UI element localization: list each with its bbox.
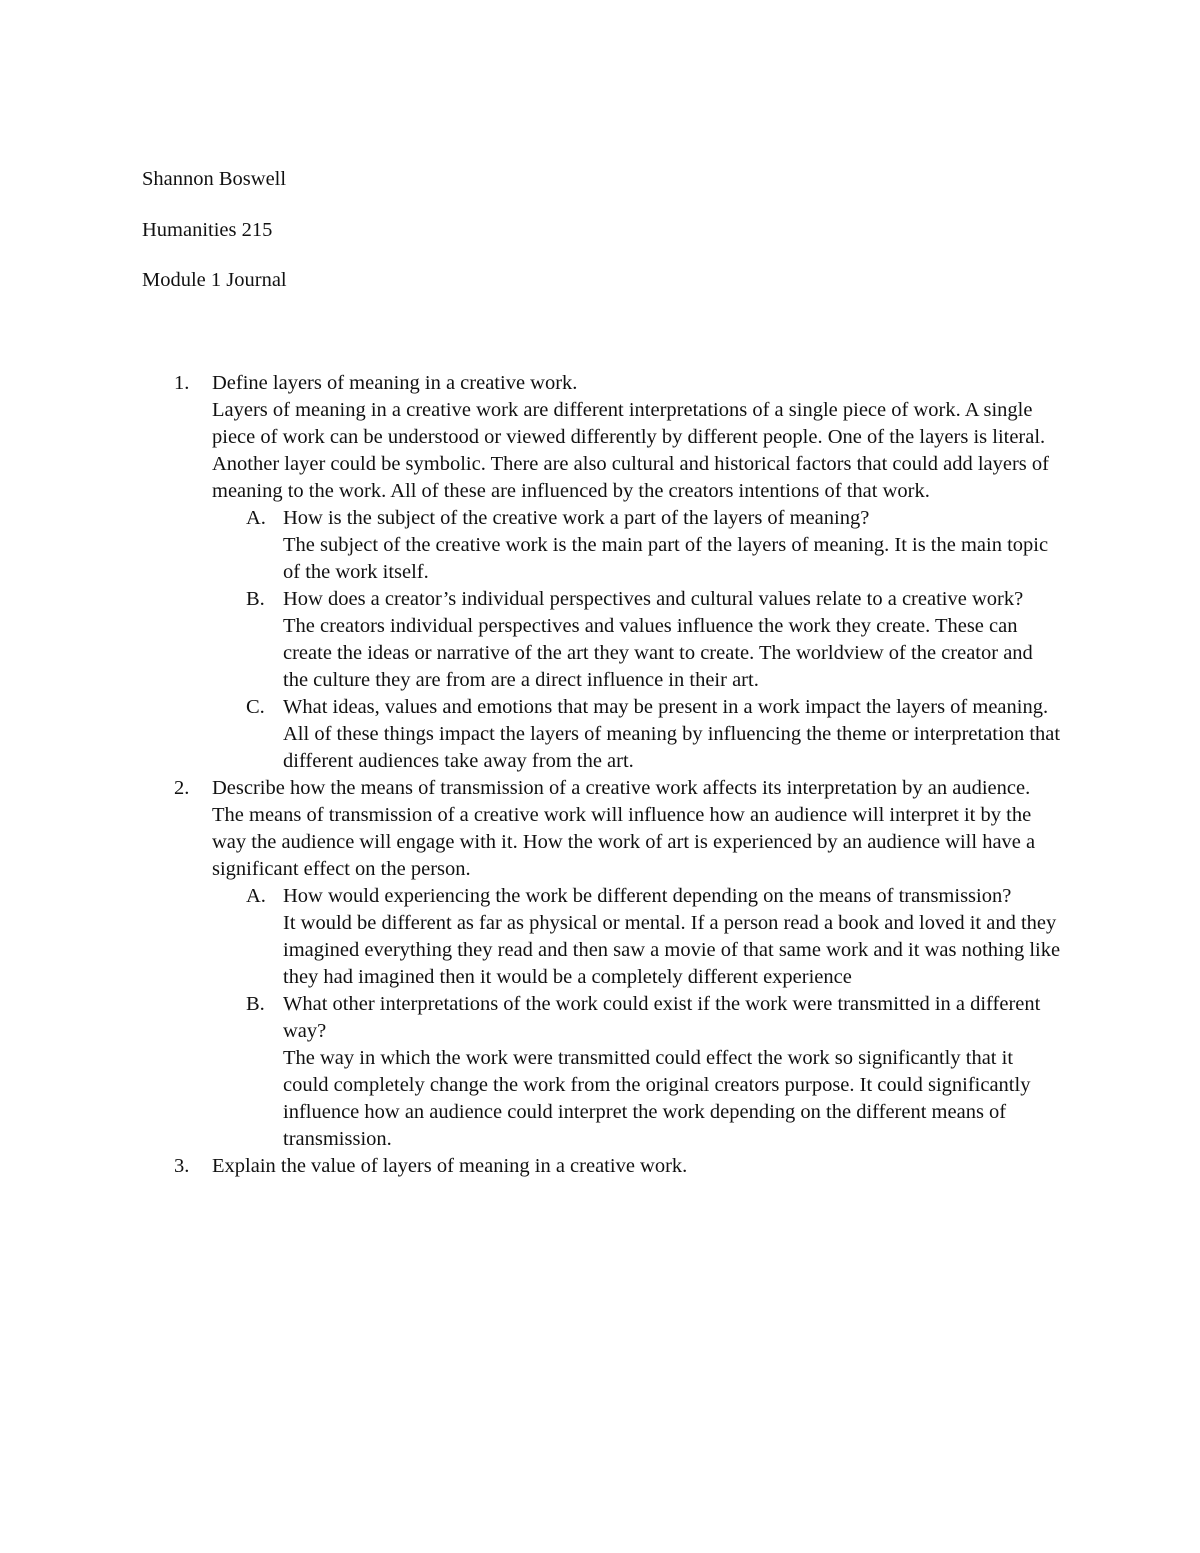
question-1 [142, 370, 1062, 775]
subquestion-text: What ideas, values and emotions that may be present in a work impact the layers of meaning. [283, 696, 1049, 718]
subquestion-letter: C. [246, 696, 265, 718]
question-3 [142, 1153, 1062, 1180]
question-text: Define layers of meaning in a creative work. [212, 372, 578, 394]
subanswer-text: All of these things impact the layers of meaning by influencing the theme or interpretation that different audiences take away from the art. [283, 723, 1061, 772]
subquestion-text: What other interpretations of the work could exist if the work were transmitted in a different way? [283, 993, 1041, 1042]
question-2 [142, 775, 1062, 1153]
question-text: Explain the value of layers of meaning in a creative work. [212, 1155, 688, 1177]
question-number: 3. [174, 1155, 190, 1177]
subanswer-text: It would be different as far as physical or mental. If a person read a book and loved it and they imagined everything they read and then saw a movie of that same work and it was nothing like they had imagined then it would be a completely different experience [283, 912, 1061, 988]
subquestion-2a [212, 883, 1062, 991]
subquestion-letter: B. [246, 588, 265, 610]
subquestion-text: How does a creator’s individual perspectives and cultural values relate to a creative work? [283, 588, 1024, 610]
subanswer-text: The creators individual perspectives and values influence the work they create. These can create the ideas or narrative of the art they want to create. The worldview of the creator and the culture they are from are a direct influence in their art. [283, 615, 1033, 691]
subanswer-text: The subject of the creative work is the main part of the layers of meaning. It is the main topic of the work itself. [283, 534, 1049, 583]
subquestion-letter: B. [246, 993, 265, 1015]
subquestion-text: How is the subject of the creative work a part of the layers of meaning? [283, 507, 870, 529]
journal-body [142, 370, 1062, 1180]
question-number: 1. [174, 372, 190, 394]
author-name: Shannon Boswell [142, 168, 287, 190]
assignment-title: Module 1 Journal [142, 269, 287, 291]
subquestion-letter: A. [246, 885, 266, 907]
subanswer-text: The way in which the work were transmitted could effect the work so significantly that it could completely change the work from the original creators purpose. It could significantly influence how an audience could interpret the work depending on the different means of transmission. [283, 1047, 1031, 1150]
question-number: 2. [174, 777, 190, 799]
question-text: Describe how the means of transmission of a creative work affects its interpretation by an audience. [212, 777, 1031, 799]
answer-text: The means of transmission of a creative work will influence how an audience will interpret it by the way the audience will engage with it. How the work of art is experienced by an audience will have a significant effect on the person. [212, 804, 1036, 880]
subquestion-1c [212, 694, 1062, 775]
subquestion-2b [212, 991, 1062, 1153]
subquestion-text: How would experiencing the work be different depending on the means of transmission? [283, 885, 1012, 907]
document-header [142, 166, 1042, 318]
answer-text: Layers of meaning in a creative work are different interpretations of a single piece of work. A single piece of work can be understood or viewed differently by different people. One of the layers is literal. Another layer could be symbolic. There are also cultural and historical factors that could add layers of meaning to the work. All of these are influenced by the creators intentions of that work. [212, 399, 1049, 502]
subquestion-letter: A. [246, 507, 266, 529]
subquestion-1a [212, 505, 1062, 586]
course-name: Humanities 215 [142, 218, 273, 241]
subquestion-1b [212, 586, 1062, 694]
